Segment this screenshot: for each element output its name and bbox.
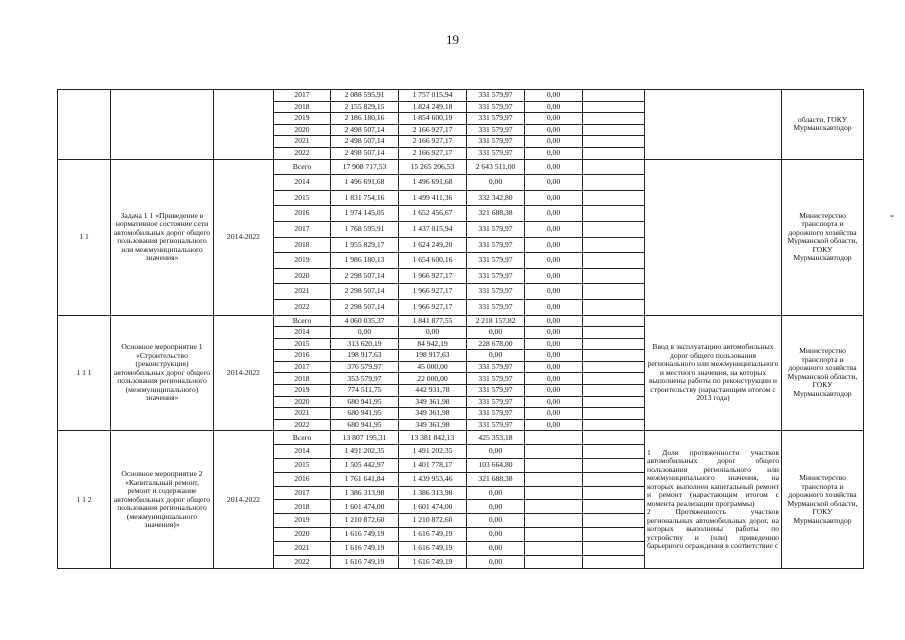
- year-cell: 2022: [274, 419, 331, 431]
- amount-other: 0,00: [525, 419, 583, 431]
- year-cell: 2019: [274, 113, 331, 125]
- empty-cell: [583, 472, 645, 486]
- executor: Министерство транспорта и дорожного хозяйства Мурманской области, ГОКУ Мурманскавтодор: [782, 431, 864, 569]
- amount-other: 0,00: [525, 221, 583, 237]
- year-cell: 2016: [274, 472, 331, 486]
- empty-cell: [583, 284, 645, 300]
- amount-total: 2 088 595,91: [331, 90, 399, 102]
- empty-cell: [583, 408, 645, 420]
- amount-other: 0,00: [525, 338, 583, 350]
- amount-federal: 331 579,97: [467, 253, 525, 269]
- amount-regional: 1 757 015,94: [399, 90, 467, 102]
- amount-federal: 0,00: [467, 555, 525, 569]
- amount-federal: 331 579,97: [467, 124, 525, 136]
- year-cell: 2020: [274, 528, 331, 542]
- empty-cell: [583, 459, 645, 473]
- empty-cell: [583, 147, 645, 159]
- amount-regional: 1 824 249,18: [399, 101, 467, 113]
- amount-regional: 1 601 474,00: [399, 500, 467, 514]
- amount-other: 0,00: [525, 113, 583, 125]
- amount-total: 2 298 507,14: [331, 284, 399, 300]
- amount-total: 1 761 641,84: [331, 472, 399, 486]
- table-row: [58, 159, 864, 175]
- empty-cell: [583, 221, 645, 237]
- expected-result: [645, 159, 782, 315]
- row-code: [58, 90, 111, 160]
- amount-other: [525, 472, 583, 486]
- empty-cell: [583, 124, 645, 136]
- amount-federal: 331 579,97: [467, 284, 525, 300]
- implementation-period: 2014-2022: [214, 315, 274, 431]
- amount-total: 13 807 195,31: [331, 431, 399, 445]
- amount-federal: 0,00: [467, 514, 525, 528]
- amount-federal: 321 688,38: [467, 206, 525, 222]
- empty-cell: [583, 338, 645, 350]
- amount-other: [525, 514, 583, 528]
- amount-total: 198 917,63: [331, 350, 399, 362]
- table-body: [58, 90, 864, 569]
- amount-total: 1 831 754,16: [331, 190, 399, 206]
- year-cell: 2015: [274, 459, 331, 473]
- amount-regional: 22 000,00: [399, 373, 467, 385]
- empty-cell: [583, 431, 645, 445]
- year-cell: 2020: [274, 396, 331, 408]
- amount-total: 4 060 035,37: [331, 315, 399, 327]
- amount-regional: 0,00: [399, 327, 467, 339]
- amount-federal: 331 579,97: [467, 113, 525, 125]
- amount-federal: 0,00: [467, 528, 525, 542]
- row-code: 1 1 2: [58, 431, 111, 569]
- expected-result: Ввод в эксплуатацию автомобильных дорог общего пользования регионального или межмуниципального и местного значения, на которых выполнены работы по реконструкции и строительству (нарастающим итогом с 2013 года): [645, 315, 782, 431]
- amount-regional: 1 401 778,17: [399, 459, 467, 473]
- year-cell: 2020: [274, 268, 331, 284]
- year-cell: 2018: [274, 373, 331, 385]
- implementation-period: [214, 90, 274, 160]
- empty-cell: [583, 385, 645, 397]
- amount-federal: 331 579,97: [467, 361, 525, 373]
- amount-other: 0,00: [525, 373, 583, 385]
- amount-regional: 442 931,78: [399, 385, 467, 397]
- amount-federal: 103 664,80: [467, 459, 525, 473]
- amount-federal: 331 579,97: [467, 101, 525, 113]
- empty-cell: [583, 206, 645, 222]
- measure-name: Основное мероприятие 2 «Капитальный ремонт, ремонт и содержание автомобильных дорог общего пользования регионального (межмуниципального значения)»: [111, 431, 214, 569]
- year-cell: Всего: [274, 315, 331, 327]
- amount-total: 1 616 749,19: [331, 541, 399, 555]
- year-cell: Всего: [274, 431, 331, 445]
- empty-cell: [583, 327, 645, 339]
- year-cell: 2016: [274, 350, 331, 362]
- year-cell: 2015: [274, 190, 331, 206]
- empty-cell: [583, 175, 645, 191]
- table-row: [58, 315, 864, 327]
- expected-result: 1 Доля протяженности участков автомобильных дорог общего пользования регионального или межмуниципального значения, на которых выполнен капитальный ремонт и ремонт (нарастающим итогом с момента реализации программы) 2 Протяженность участков региональных автомобильных дорог, на которых выполнены работы по устройству и (или) приведению барьерного ограждения в соответствие с: [645, 431, 782, 569]
- year-cell: 2015: [274, 338, 331, 350]
- row-code: 1 1: [58, 159, 111, 315]
- amount-regional: 84 942,19: [399, 338, 467, 350]
- empty-cell: [583, 253, 645, 269]
- year-cell: 2019: [274, 385, 331, 397]
- measure-name: Основное мероприятие 1 «Строительство (реконструкция) автомобильных дорог общего пользования регионального (межмуниципального) значения»: [111, 315, 214, 431]
- empty-cell: [583, 373, 645, 385]
- year-cell: 2019: [274, 514, 331, 528]
- amount-regional: 1 654 600,16: [399, 253, 467, 269]
- year-cell: Всего: [274, 159, 331, 175]
- amount-regional: 1 496 691,68: [399, 175, 467, 191]
- amount-federal: 331 579,97: [467, 90, 525, 102]
- year-cell: 2021: [274, 541, 331, 555]
- row-code: 1 1 1: [58, 315, 111, 431]
- amount-federal: 0,00: [467, 327, 525, 339]
- year-cell: 2022: [274, 147, 331, 159]
- empty-cell: [583, 555, 645, 569]
- amount-other: [525, 528, 583, 542]
- amount-regional: 198 917,63: [399, 350, 467, 362]
- amount-other: 0,00: [525, 90, 583, 102]
- year-cell: 2020: [274, 124, 331, 136]
- measure-name: [111, 90, 214, 160]
- amount-regional: 2 166 927,17: [399, 136, 467, 148]
- year-cell: 2014: [274, 327, 331, 339]
- amount-other: 0,00: [525, 101, 583, 113]
- amount-total: 680 941,95: [331, 419, 399, 431]
- empty-cell: [583, 159, 645, 175]
- implementation-period: 2014-2022: [214, 159, 274, 315]
- amount-other: 0,00: [525, 350, 583, 362]
- amount-total: 17 908 717,53: [331, 159, 399, 175]
- amount-federal: 331 579,97: [467, 221, 525, 237]
- amount-federal: 321 688,38: [467, 472, 525, 486]
- amount-regional: 349 361,98: [399, 396, 467, 408]
- amount-regional: 45 000,00: [399, 361, 467, 373]
- empty-cell: [583, 190, 645, 206]
- amount-regional: 1 491 202,35: [399, 445, 467, 459]
- amount-federal: 0,00: [467, 350, 525, 362]
- year-cell: 2021: [274, 284, 331, 300]
- amount-other: 0,00: [525, 315, 583, 327]
- amount-total: 680 941,95: [331, 396, 399, 408]
- amount-total: 680 941,95: [331, 408, 399, 420]
- empty-cell: [583, 500, 645, 514]
- amount-total: 2 498 507,14: [331, 124, 399, 136]
- expected-result: [645, 90, 782, 160]
- amount-total: 1 601 474,00: [331, 500, 399, 514]
- amount-federal: 331 579,97: [467, 268, 525, 284]
- amount-other: 0,00: [525, 124, 583, 136]
- amount-regional: 1 966 927,17: [399, 299, 467, 315]
- amount-total: 2 498 507,14: [331, 136, 399, 148]
- amount-federal: 331 579,97: [467, 136, 525, 148]
- amount-total: 1 616 749,19: [331, 555, 399, 569]
- empty-cell: [583, 541, 645, 555]
- amount-regional: 1 616 749,19: [399, 541, 467, 555]
- amount-total: 774 511,75: [331, 385, 399, 397]
- year-cell: 2017: [274, 486, 331, 500]
- amount-other: [525, 486, 583, 500]
- amount-regional: 1 841 877,55: [399, 315, 467, 327]
- amount-other: [525, 555, 583, 569]
- amount-total: 1 616 749,19: [331, 528, 399, 542]
- amount-federal: 331 579,97: [467, 396, 525, 408]
- empty-cell: [583, 350, 645, 362]
- amount-total: 2 498 507,14: [331, 147, 399, 159]
- amount-regional: 1 210 872,60: [399, 514, 467, 528]
- amount-regional: 1 386 313,98: [399, 486, 467, 500]
- amount-total: 2 298 507,14: [331, 299, 399, 315]
- executor: Министерство транспорта и дорожного хозяйства Мурманской области, ГОКУ Мурманскавтодор: [782, 159, 864, 315]
- amount-other: 0,00: [525, 206, 583, 222]
- amount-federal: 0,00: [467, 500, 525, 514]
- amount-federal: 2 218 157,82: [467, 315, 525, 327]
- amount-federal: 331 579,97: [467, 373, 525, 385]
- amount-federal: 2 643 511,00: [467, 159, 525, 175]
- amount-other: 0,00: [525, 268, 583, 284]
- amount-regional: 2 166 927,17: [399, 147, 467, 159]
- program-table: [57, 89, 864, 569]
- amount-regional: 349 361,98: [399, 419, 467, 431]
- year-cell: 2018: [274, 500, 331, 514]
- amount-regional: 1 437 015,94: [399, 221, 467, 237]
- amount-other: 0,00: [525, 136, 583, 148]
- amount-federal: 425 353,18: [467, 431, 525, 445]
- amount-other: 0,00: [525, 147, 583, 159]
- empty-cell: [583, 445, 645, 459]
- amount-other: 0,00: [525, 175, 583, 191]
- amount-total: 0,00: [331, 327, 399, 339]
- empty-cell: [583, 486, 645, 500]
- empty-cell: [583, 90, 645, 102]
- empty-cell: [583, 113, 645, 125]
- amount-federal: 331 579,97: [467, 237, 525, 253]
- margin-mark: -: [890, 208, 894, 222]
- amount-federal: 0,00: [467, 541, 525, 555]
- empty-cell: [583, 528, 645, 542]
- amount-other: [525, 445, 583, 459]
- year-cell: 2021: [274, 136, 331, 148]
- amount-total: 1 386 313,98: [331, 486, 399, 500]
- amount-total: 1 210 872,60: [331, 514, 399, 528]
- amount-total: 1 496 691,68: [331, 175, 399, 191]
- amount-regional: 1 616 749,19: [399, 555, 467, 569]
- amount-total: 353 579,97: [331, 373, 399, 385]
- year-cell: 2019: [274, 253, 331, 269]
- amount-total: 2 186 180,16: [331, 113, 399, 125]
- amount-total: 1 505 442,97: [331, 459, 399, 473]
- measure-name: Задача 1 1 «Приведение в нормативное состояние сети автомобильных дорог общего пользования регионального или межмуниципального значения»: [111, 159, 214, 315]
- amount-total: 1 491 202,35: [331, 445, 399, 459]
- year-cell: 2017: [274, 90, 331, 102]
- amount-other: 0,00: [525, 299, 583, 315]
- year-cell: 2021: [274, 408, 331, 420]
- amount-total: 376 579,97: [331, 361, 399, 373]
- amount-other: [525, 431, 583, 445]
- empty-cell: [583, 419, 645, 431]
- empty-cell: [583, 514, 645, 528]
- amount-other: [525, 500, 583, 514]
- amount-regional: 1 854 600,19: [399, 113, 467, 125]
- empty-cell: [583, 268, 645, 284]
- amount-regional: 2 166 927,17: [399, 124, 467, 136]
- amount-federal: 0,00: [467, 445, 525, 459]
- amount-total: 1 974 145,05: [331, 206, 399, 222]
- amount-other: 0,00: [525, 396, 583, 408]
- implementation-period: 2014-2022: [214, 431, 274, 569]
- amount-federal: 332 342,80: [467, 190, 525, 206]
- amount-other: 0,00: [525, 284, 583, 300]
- year-cell: 2014: [274, 175, 331, 191]
- empty-cell: [583, 136, 645, 148]
- amount-other: 0,00: [525, 408, 583, 420]
- amount-regional: 1 499 411,36: [399, 190, 467, 206]
- amount-total: 1 768 595,91: [331, 221, 399, 237]
- amount-total: 2 298 507,14: [331, 268, 399, 284]
- page-number: 19: [446, 32, 459, 47]
- amount-regional: 349 361,98: [399, 408, 467, 420]
- year-cell: 2022: [274, 555, 331, 569]
- year-cell: 2018: [274, 237, 331, 253]
- year-cell: 2017: [274, 361, 331, 373]
- amount-other: 0,00: [525, 385, 583, 397]
- amount-total: 1 955 829,17: [331, 237, 399, 253]
- table-row: [58, 431, 864, 445]
- table-row: [58, 90, 864, 102]
- amount-other: 0,00: [525, 253, 583, 269]
- year-cell: 2016: [274, 206, 331, 222]
- amount-federal: 0,00: [467, 486, 525, 500]
- amount-total: 2 155 829,15: [331, 101, 399, 113]
- amount-other: 0,00: [525, 361, 583, 373]
- amount-federal: 331 579,97: [467, 147, 525, 159]
- amount-total: 1 986 180,13: [331, 253, 399, 269]
- amount-regional: 1 616 749,19: [399, 528, 467, 542]
- amount-federal: 331 579,97: [467, 408, 525, 420]
- amount-regional: 13 381 842,13: [399, 431, 467, 445]
- empty-cell: [583, 396, 645, 408]
- executor: Министерство транспорта и дорожного хозяйства Мурманской области, ГОКУ Мурманскавтодор: [782, 315, 864, 431]
- amount-regional: 1 652 456,67: [399, 206, 467, 222]
- amount-other: [525, 541, 583, 555]
- year-cell: 2018: [274, 101, 331, 113]
- executor: области, ГОКУ Мурманскавтодор: [782, 90, 864, 160]
- amount-other: 0,00: [525, 327, 583, 339]
- amount-federal: 331 579,97: [467, 385, 525, 397]
- amount-federal: 331 579,97: [467, 419, 525, 431]
- amount-regional: 1 966 927,17: [399, 284, 467, 300]
- amount-federal: 0,00: [467, 175, 525, 191]
- empty-cell: [583, 315, 645, 327]
- year-cell: 2022: [274, 299, 331, 315]
- amount-other: [525, 459, 583, 473]
- amount-federal: 228 678,00: [467, 338, 525, 350]
- amount-other: 0,00: [525, 159, 583, 175]
- year-cell: 2014: [274, 445, 331, 459]
- empty-cell: [583, 237, 645, 253]
- amount-regional: 1 966 927,17: [399, 268, 467, 284]
- amount-other: 0,00: [525, 190, 583, 206]
- amount-federal: 331 579,97: [467, 299, 525, 315]
- amount-regional: 15 265 206,53: [399, 159, 467, 175]
- amount-other: 0,00: [525, 237, 583, 253]
- empty-cell: [583, 361, 645, 373]
- amount-regional: 1 624 249,20: [399, 237, 467, 253]
- empty-cell: [583, 299, 645, 315]
- empty-cell: [583, 101, 645, 113]
- amount-regional: 1 439 953,46: [399, 472, 467, 486]
- amount-total: 313 620,19: [331, 338, 399, 350]
- year-cell: 2017: [274, 221, 331, 237]
